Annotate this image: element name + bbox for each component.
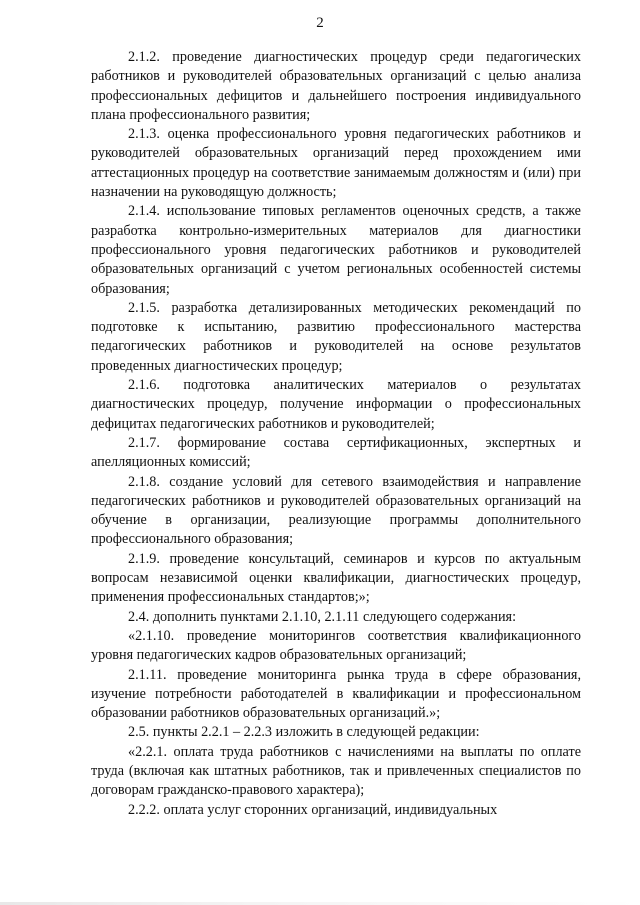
- paragraph-2-2-1: «2.2.1. оплата труда работников с начислениями на выплаты по оплате труда (включая как штатных работников, так и привлеченных специалистов по договорам гражданско-правового характера);: [91, 743, 581, 799]
- paragraph-2-1-11: 2.1.11. проведение мониторинга рынка труда в сфере образования, изучение потребности работодателей в квалификации и профессиональном образовании работников образовательных организаций.»;: [91, 666, 581, 722]
- paragraph-2-1-2: 2.1.2. проведение диагностических процедур среди педагогических работников и руководителей образовательных организаций с целью анализа профессиональных дефицитов и дальнейшего построения индивидуального плана профессионального развития;: [91, 49, 581, 123]
- document-body: [91, 48, 581, 820]
- paragraph-2-1-7: 2.1.7. формирование состава сертификационных, экспертных и апелляционных комиссий;: [91, 434, 581, 471]
- paragraph-2-1-5: 2.1.5. разработка детализированных методических рекомендаций по подготовке к испытанию, развитию профессионального мастерства педагогических работников и руководителей на основе результатов проведенных диагностических процедур;: [91, 299, 581, 374]
- paragraph-2-1-10: «2.1.10. проведение мониторингов соответствия квалификационного уровня педагогических кадров образовательных организаций;: [91, 627, 581, 664]
- paragraph-2-2-2: 2.2.2. оплата услуг сторонних организаций, индивидуальных: [128, 801, 498, 818]
- paragraph-2-1-9: 2.1.9. проведение консультаций, семинаров и курсов по актуальным вопросам независимой оценки квалификации, диагностических процедур, применения профессиональных стандартов;»;: [91, 550, 581, 606]
- page-number: 2: [316, 15, 324, 31]
- paragraph-2-4: 2.4. дополнить пунктами 2.1.10, 2.1.11 следующего содержания:: [128, 608, 517, 625]
- paragraph-2-1-8: 2.1.8. создание условий для сетевого взаимодействия и направление педагогических работников и руководителей образовательных организаций на обучение в организации, реализующие программы дополнительного профессионального образования;: [91, 473, 581, 548]
- paragraph-2-5: 2.5. пункты 2.2.1 – 2.2.3 изложить в следующей редакции:: [128, 724, 480, 741]
- paragraph-2-1-6: 2.1.6. подготовка аналитических материалов о результатах диагностических процедур, получение информации о профессиональных дефицитах педагогических работников и руководителей;: [91, 377, 581, 432]
- paragraph-2-1-3: 2.1.3. оценка профессионального уровня педагогических работников и руководителей образовательных организаций перед прохождением ими аттестационных процедур на соответствие занимаемым должностям и (или) при назначении на руководящую должность;: [91, 126, 581, 201]
- paragraph-2-1-4: 2.1.4. использование типовых регламентов оценочных средств, а также разработка контрольно-измерительных материалов для диагностики профессионального уровня педагогических работников и руководителей образовательных организаций с учетом региональных особенностей системы образования;: [91, 203, 581, 297]
